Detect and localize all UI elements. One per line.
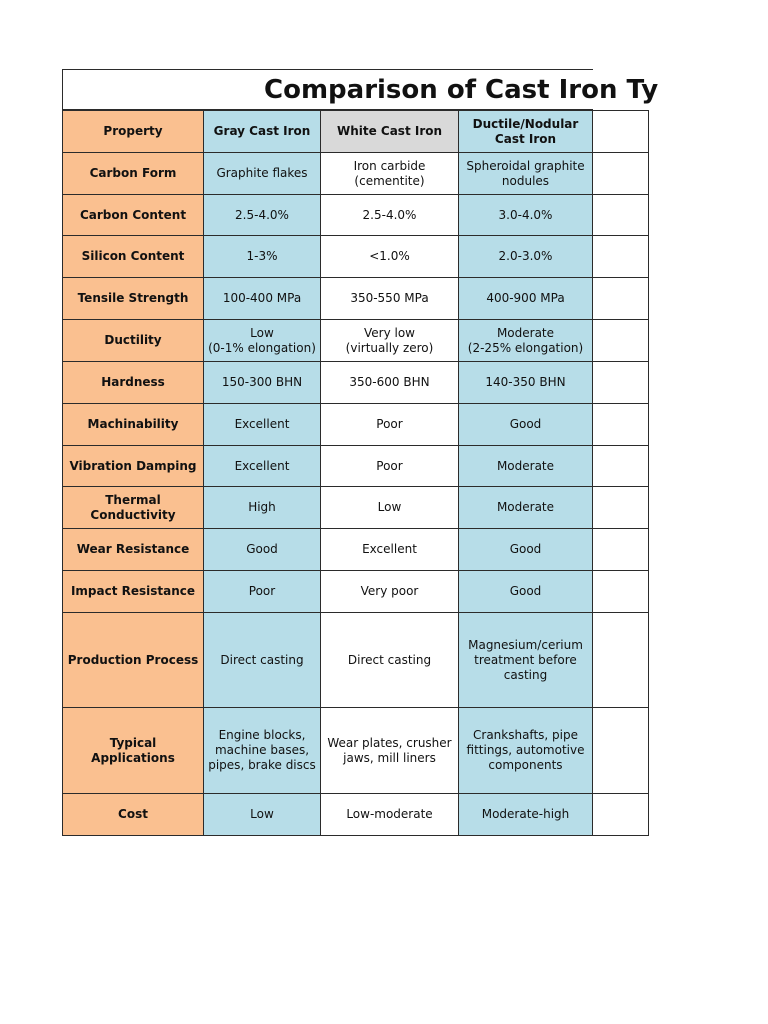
ductile-cast-iron-cell: Moderate-high [459, 794, 593, 836]
white-cast-iron-cell: Iron carbide (cementite) [321, 153, 459, 195]
white-cast-iron-cell: Low [321, 487, 459, 529]
table-row [63, 362, 649, 404]
property-cell: Silicon Content [63, 236, 204, 278]
gray-cast-iron-cell: Good [204, 529, 321, 571]
ductile-cast-iron-cell: Spheroidal graphite nodules [459, 153, 593, 195]
table-row [63, 195, 649, 236]
ductile-cast-iron-cell: Good [459, 571, 593, 613]
header-gray-cast-iron: Gray Cast Iron [204, 111, 321, 153]
gray-cast-iron-cell: 100-400 MPa [204, 278, 321, 320]
white-cast-iron-cell: Poor [321, 446, 459, 487]
gray-cast-iron-cell: 2.5-4.0% [204, 195, 321, 236]
table-row [63, 708, 649, 794]
comparison-sheet [62, 69, 659, 836]
next-column-cell [593, 571, 649, 613]
gray-cast-iron-cell: Excellent [204, 446, 321, 487]
white-cast-iron-cell: Poor [321, 404, 459, 446]
white-cast-iron-cell: Low-moderate [321, 794, 459, 836]
gray-cast-iron-cell: Graphite flakes [204, 153, 321, 195]
property-cell: Tensile Strength [63, 278, 204, 320]
property-cell: Vibration Damping [63, 446, 204, 487]
table-row [63, 278, 649, 320]
property-cell: Carbon Content [63, 195, 204, 236]
ductile-cast-iron-cell: 2.0-3.0% [459, 236, 593, 278]
next-column-cell [593, 794, 649, 836]
table-row [63, 446, 649, 487]
sheet-title: Comparison of Cast Iron Ty [264, 75, 659, 105]
next-column-cell [593, 446, 649, 487]
white-cast-iron-cell: 350-600 BHN [321, 362, 459, 404]
gray-cast-iron-cell: Excellent [204, 404, 321, 446]
header-row [63, 111, 649, 153]
gray-cast-iron-cell: Poor [204, 571, 321, 613]
table-row [63, 571, 649, 613]
ductile-cast-iron-cell: Magnesium/cerium treatment before casting [459, 613, 593, 708]
next-column-cell [593, 195, 649, 236]
next-column-cell [593, 320, 649, 362]
property-cell: Production Process [63, 613, 204, 708]
ductile-cast-iron-cell: Moderate [459, 446, 593, 487]
table-row [63, 529, 649, 571]
gray-cast-iron-cell: Engine blocks, machine bases, pipes, brake discs [204, 708, 321, 794]
next-column-cell [593, 236, 649, 278]
table-row [63, 404, 649, 446]
next-column-cell [593, 613, 649, 708]
property-cell: Hardness [63, 362, 204, 404]
title-row [62, 69, 659, 110]
white-cast-iron-cell: Very poor [321, 571, 459, 613]
next-column-cell [593, 404, 649, 446]
next-column-cell [593, 708, 649, 794]
next-column-cell [593, 362, 649, 404]
table-body [63, 111, 649, 836]
white-cast-iron-cell: <1.0% [321, 236, 459, 278]
next-column-cell [593, 487, 649, 529]
header-next-column [593, 111, 649, 153]
header-property: Property [63, 111, 204, 153]
ductile-cast-iron-cell: 3.0-4.0% [459, 195, 593, 236]
property-cell: Cost [63, 794, 204, 836]
gray-cast-iron-cell: Direct casting [204, 613, 321, 708]
table-row [63, 236, 649, 278]
property-cell: Carbon Form [63, 153, 204, 195]
property-cell: Impact Resistance [63, 571, 204, 613]
ductile-cast-iron-cell: 140-350 BHN [459, 362, 593, 404]
ductile-cast-iron-cell: 400-900 MPa [459, 278, 593, 320]
next-column-cell [593, 529, 649, 571]
table-row [63, 487, 649, 529]
property-cell: Thermal Conductivity [63, 487, 204, 529]
table-row [63, 153, 649, 195]
white-cast-iron-cell: Direct casting [321, 613, 459, 708]
gray-cast-iron-cell: Low (0-1% elongation) [204, 320, 321, 362]
table-row [63, 794, 649, 836]
gray-cast-iron-cell: 150-300 BHN [204, 362, 321, 404]
table-row [63, 320, 649, 362]
white-cast-iron-cell: Wear plates, crusher jaws, mill liners [321, 708, 459, 794]
next-column-cell [593, 278, 649, 320]
gray-cast-iron-cell: High [204, 487, 321, 529]
ductile-cast-iron-cell: Good [459, 404, 593, 446]
gray-cast-iron-cell: Low [204, 794, 321, 836]
table-row [63, 613, 649, 708]
header-ductile-cast-iron: Ductile/Nodular Cast Iron [459, 111, 593, 153]
ductile-cast-iron-cell: Crankshafts, pipe fittings, automotive components [459, 708, 593, 794]
property-cell: Machinability [63, 404, 204, 446]
property-cell: Wear Resistance [63, 529, 204, 571]
gray-cast-iron-cell: 1-3% [204, 236, 321, 278]
white-cast-iron-cell: 350-550 MPa [321, 278, 459, 320]
ductile-cast-iron-cell: Moderate (2-25% elongation) [459, 320, 593, 362]
next-column-cell [593, 153, 649, 195]
header-white-cast-iron: White Cast Iron [321, 111, 459, 153]
ductile-cast-iron-cell: Good [459, 529, 593, 571]
white-cast-iron-cell: Very low (virtually zero) [321, 320, 459, 362]
white-cast-iron-cell: 2.5-4.0% [321, 195, 459, 236]
comparison-table [62, 110, 649, 836]
white-cast-iron-cell: Excellent [321, 529, 459, 571]
property-cell: Ductility [63, 320, 204, 362]
property-cell: Typical Applications [63, 708, 204, 794]
ductile-cast-iron-cell: Moderate [459, 487, 593, 529]
